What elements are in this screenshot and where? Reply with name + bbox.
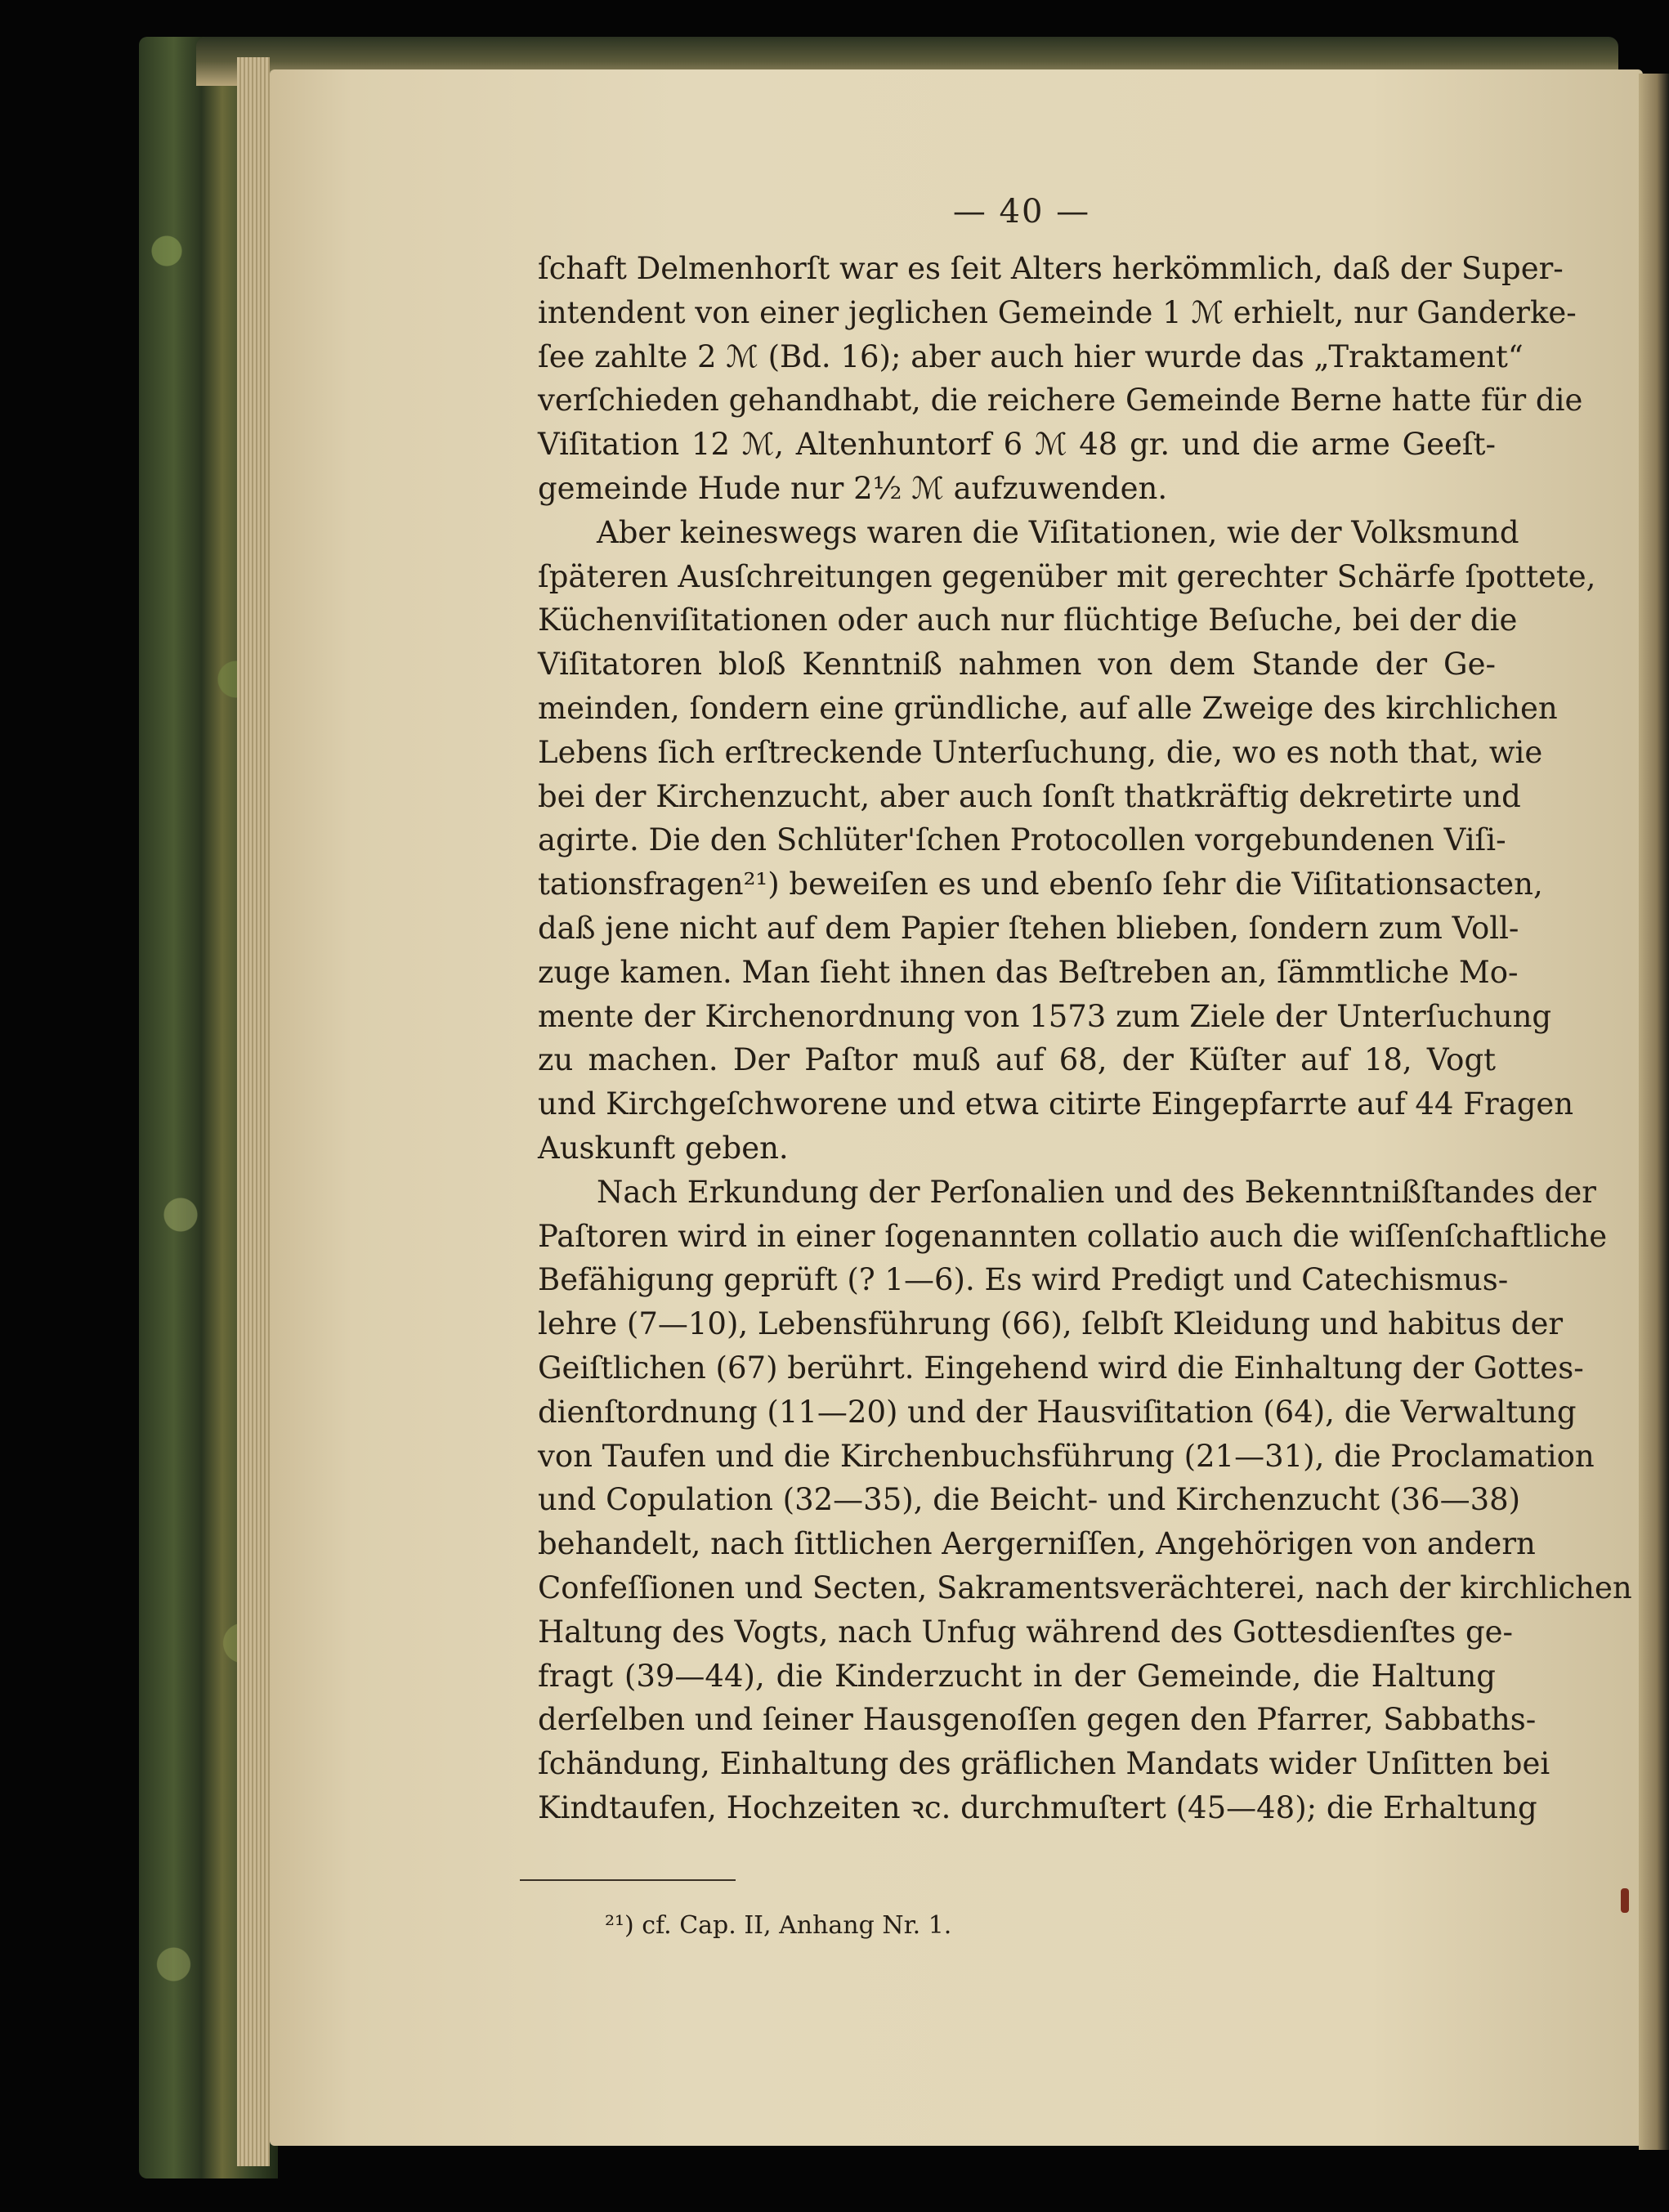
text-line: tationsfragen²¹) beweiſen es und ebenſo ſehr die Viſitationsacten, [538,866,1543,902]
text-line: fragt (39—44), die Kinderzucht in der Gemeinde, die Haltung [538,1658,1496,1694]
text-line: Aber keineswegs waren die Viſitationen, wie der Volksmund [597,514,1519,550]
text-line: ſchaft Delmenhorſt war es ſeit Alters herkömmlich, daß der Super- [538,251,1564,286]
text-line: Lebens ſich erſtreckende Unterſuchung, die, wo es noth that, wie [538,734,1543,770]
text-line: Kindtaufen, Hochzeiten ꝛc. durchmuſtert (45—48); die Erhaltung [538,1789,1537,1825]
body-text [538,247,1632,1830]
text-line: ſchändung, Einhaltung des gräflichen Mandats wider Unſitten bei [538,1746,1550,1782]
text-line: gemeinde Hude nur 2½ ℳ aufzuwenden. [538,470,1168,506]
page-right-edge [1639,74,1669,2150]
text-line: behandelt, nach ſittlichen Aergerniſſen, Angehörigen von andern [538,1526,1536,1562]
text-line: dienſtordnung (11—20) und der Hausviſitation (64), die Verwaltung [538,1394,1577,1430]
text-line: agirte. Die den Schlüter'ſchen Protocollen vorgebundenen Viſi- [538,822,1506,858]
text-line: Nach Erkundung der Perſonalien und des Bekenntnißſtandes der [597,1174,1596,1210]
text-line: daß jene nicht auf dem Papier ſtehen blieben, ſondern zum Voll- [538,910,1519,946]
text-line: von Taufen und die Kirchenbuchsführung (21—31), die Proclamation [538,1438,1595,1474]
text-line: verſchieden gehandhabt, die reichere Gemeinde Berne hatte für die [538,383,1583,419]
footnote: ²¹) cf. Cap. II, Anhang Nr. 1. [605,1911,952,1940]
text-line: mente der Kirchenordnung von 1573 zum Ziele der Unterſuchung [538,998,1552,1034]
text-line: Viſitation 12 ℳ, Altenhuntorf 6 ℳ 48 gr. und die arme Geeſt- [538,427,1496,463]
text-line: Haltung des Vogts, nach Unfug während des Gottesdienſtes ge- [538,1614,1514,1650]
text-line: Auskunft geben. [538,1130,789,1166]
text-line: intendent von einer jeglichen Gemeinde 1 ℳ erhielt, nur Ganderke- [538,294,1577,330]
ink-mark [1621,1888,1629,1913]
text-line: und Kirchgeſchworene und etwa citirte Eingepfarrte auf 44 Fragen [538,1086,1574,1122]
text-line: Paſtoren wird in einer ſogenannten collatio auch die wiſſenſchaftliche [538,1218,1608,1254]
text-line: ſpäteren Ausſchreitungen gegenüber mit gerechter Schärfe ſpottete, [538,558,1596,594]
text-line: Küchenviſitationen oder auch nur flüchtige Beſuche, bei der die [538,602,1518,638]
footnote-rule [520,1879,736,1881]
page-number: — 40 — [952,193,1091,231]
text-line: lehre (7—10), Lebensführung (66), ſelbſt Kleidung und habitus der [538,1306,1564,1342]
text-line: Befähigung geprüft (? 1—6). Es wird Predigt und Catechismus- [538,1262,1509,1298]
text-line: zuge kamen. Man ſieht ihnen das Beſtreben an, ſämmtliche Mo- [538,954,1519,990]
text-line: Geiſtlichen (67) berührt. Eingehend wird die Einhaltung der Gottes- [538,1350,1584,1386]
text-line: zu machen. Der Paſtor muß auf 68, der Küſter auf 18, Vogt [538,1042,1496,1078]
text-line: bei der Kirchenzucht, aber auch ſonſt thatkräftig dekretirte und [538,778,1521,814]
text-line: Viſitatoren bloß Kenntniß nahmen von dem Stande der Ge- [538,647,1496,683]
text-line: derſelben und ſeiner Hausgenoſſen gegen den Pfarrer, Sabbaths- [538,1702,1537,1738]
text-line: Confeſſionen und Secten, Sakramentsverächterei, nach der kirchlichen [538,1569,1632,1605]
page-edges [237,57,270,2166]
text-line: meinden, ſondern eine gründliche, auf alle Zweige des kirchlichen [538,690,1558,726]
text-line: und Copulation (32—35), die Beicht- und Kirchenzucht (36—38) [538,1482,1521,1518]
text-line: ſee zahlte 2 ℳ (Bd. 16); aber auch hier wurde das „Traktament“ [538,338,1524,374]
